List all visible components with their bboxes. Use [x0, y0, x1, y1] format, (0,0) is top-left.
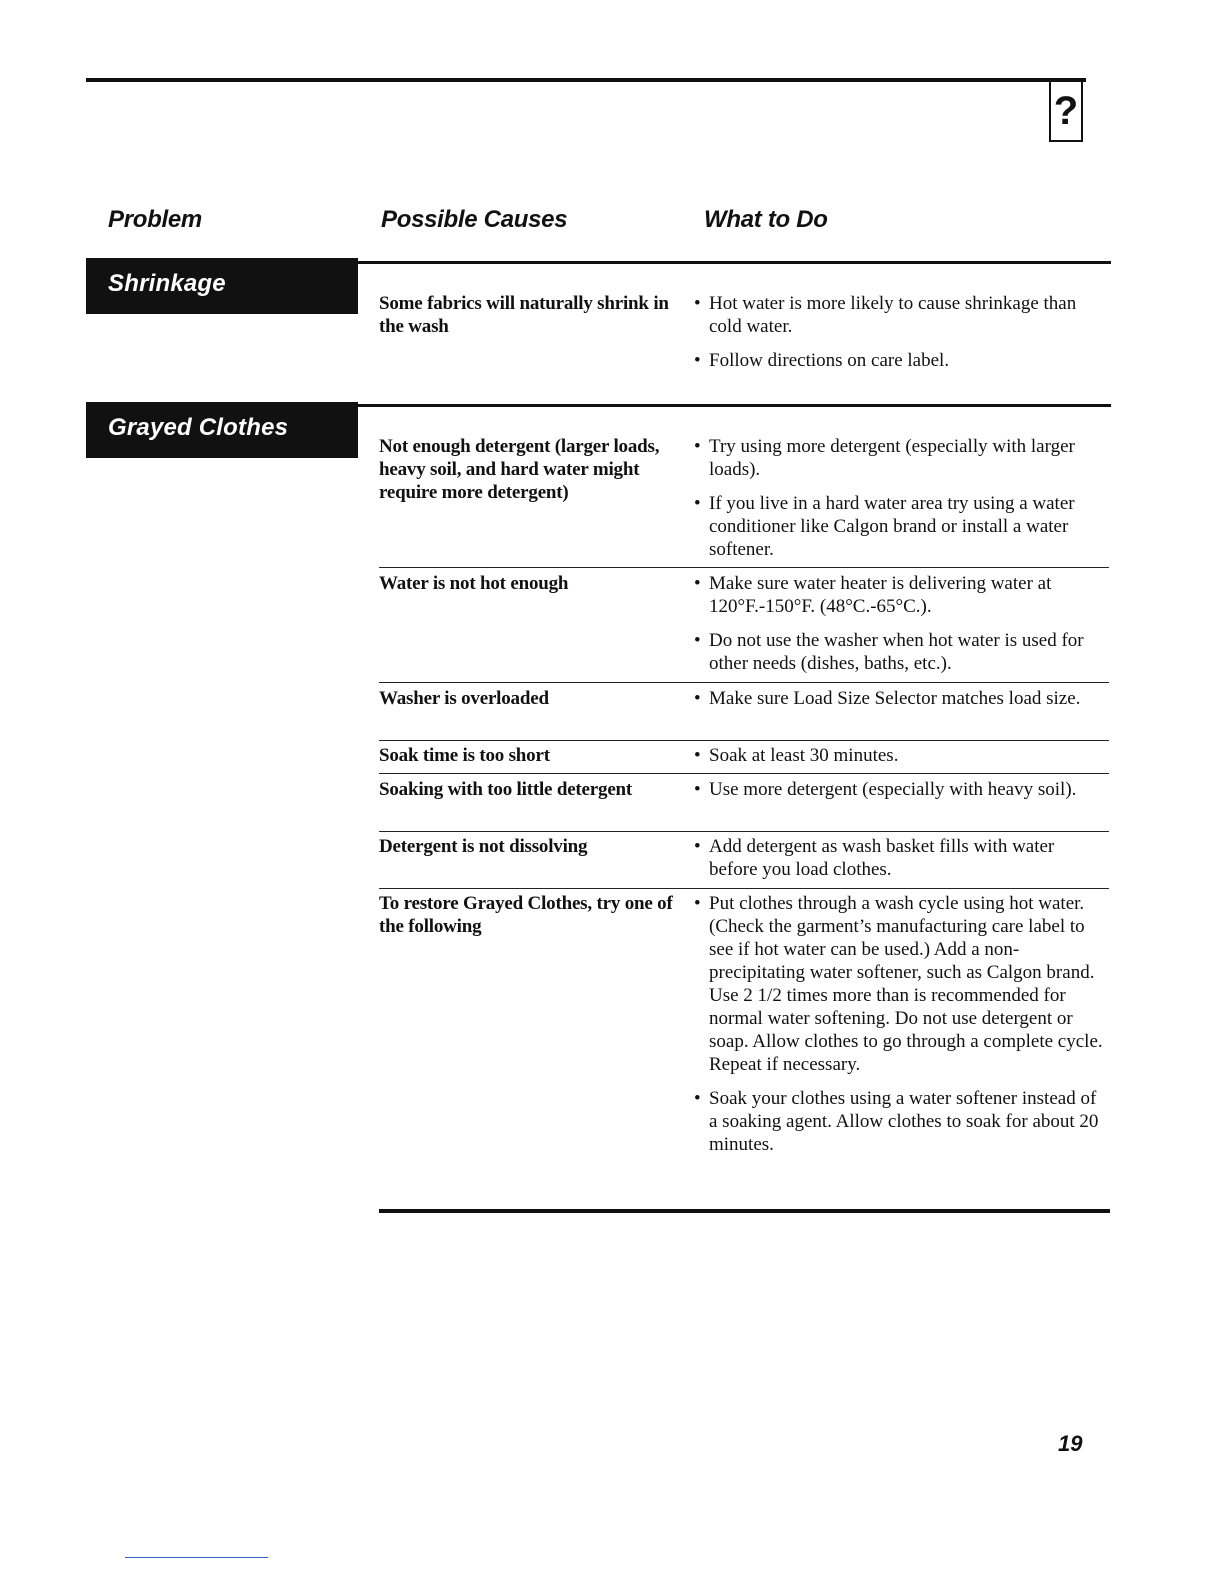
question-mark-icon: ? [1049, 82, 1083, 142]
remedy-item: • Put clothes through a wash cycle using hot water. (Check the garment’s manufacturing care label to see if hot water can be used.) Add a non-precipitating water softener, such as Calgon brand. Use 2 1/2 times more than is recommended for normal water softening. Do not use detergent or soap. Allow clothes to go through a complete cycle. Repeat if necessary. [694, 892, 1106, 1076]
remedy-list [694, 687, 1106, 721]
possible-causes-header: Possible Causes [381, 206, 568, 233]
remedy-item: • If you live in a hard water area try using a water conditioner like Calgon brand or install a water softener. [694, 492, 1106, 561]
remedy-list [694, 292, 1106, 383]
remedy-list [694, 835, 1106, 892]
cause-text: Water is not hot enough [379, 573, 569, 594]
remedy-item: • Make sure water heater is delivering water at 120°F.-150°F. (48°C.-65°C.). [694, 572, 1106, 618]
remedy-item: • Soak at least 30 minutes. [694, 744, 1106, 767]
remedy-item: • Add detergent as wash basket fills with water before you load clothes. [694, 835, 1106, 881]
remedy-list [694, 572, 1106, 686]
table-row [379, 433, 1109, 565]
cause-text: Soaking with too little detergent [379, 779, 633, 800]
remedy-item: • Do not use the washer when hot water is used for other needs (dishes, baths, etc.). [694, 629, 1106, 675]
table-row [379, 682, 1109, 741]
cause-text: Not enough detergent (larger loads, heavy soil, and hard water might require more detergent) [379, 436, 660, 503]
remedy-list [694, 892, 1106, 1167]
table-row [379, 567, 1109, 683]
remedy-item: • Hot water is more likely to cause shrinkage than cold water. [694, 292, 1106, 338]
remedy-list [694, 778, 1106, 812]
remedy-list [694, 435, 1106, 572]
remedy-item: • Soak your clothes using a water softener instead of a soaking agent. Allow clothes to soak for about 20 minutes. [694, 1087, 1106, 1156]
remedy-item: • Try using more detergent (especially with larger loads). [694, 435, 1106, 481]
section-rule [358, 261, 1111, 264]
bottom-rule [379, 1209, 1110, 1213]
table-row [379, 888, 1109, 1189]
cause-text: Some fabrics will naturally shrink in the wash [379, 293, 669, 337]
remedy-item: • Follow directions on care label. [694, 349, 1106, 372]
page-number: 19 [1058, 1431, 1083, 1456]
cause-text: To restore Grayed Clothes, try one of the following [379, 893, 673, 937]
cause-text: Soak time is too short [379, 745, 550, 766]
table-row [379, 831, 1109, 889]
cause-text: Detergent is not dissolving [379, 836, 588, 857]
remedy-item: • Use more detergent (especially with heavy soil). [694, 778, 1106, 801]
table-row [379, 290, 1109, 380]
remedy-item: • Make sure Load Size Selector matches load size. [694, 687, 1106, 710]
section-tab-shrinkage: Shrinkage [86, 258, 358, 314]
what-to-do-header: What to Do [704, 206, 828, 233]
footer-rule [125, 1557, 268, 1558]
section-rule [358, 404, 1111, 407]
table-row [379, 773, 1109, 832]
section-tab-grayed-clothes: Grayed Clothes [86, 402, 358, 458]
table-row [379, 740, 1109, 774]
top-rule [86, 78, 1086, 82]
cause-text: Washer is overloaded [379, 688, 549, 709]
problem-header: Problem [108, 206, 202, 233]
